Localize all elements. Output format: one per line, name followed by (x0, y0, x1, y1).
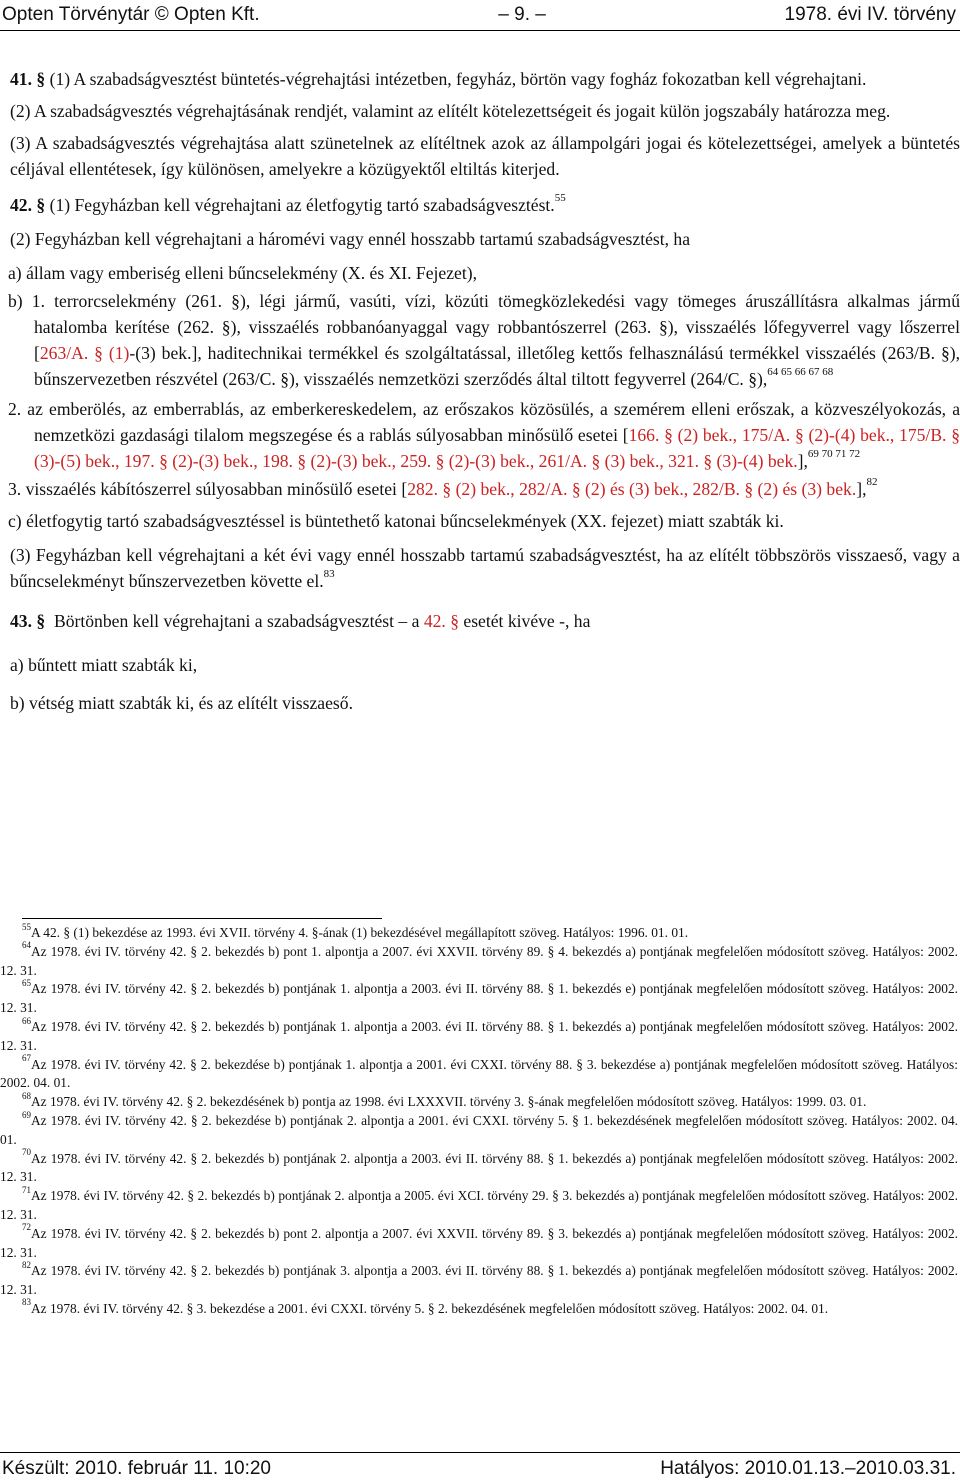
link-263a[interactable]: 263/A. § (1) (39, 343, 130, 363)
footnote-number: 82 (22, 1259, 31, 1270)
section-42-number: 42. § (10, 195, 46, 215)
section-41-number: 41. § (10, 69, 46, 89)
section-42-para-3 (0, 542, 960, 594)
section-43-point-a: a) bűntett miatt szabták ki, (10, 655, 198, 675)
footnote-71 (0, 1184, 958, 1225)
footnote-text: Az 1978. évi IV. törvény 42. § 2. bekezdés b) pont 1. alpontja a 2007. évi XXVII. törvény 89. § 4. bekezdés a) pontjának megfelelően módosított szöveg. Hatályos: 2002. 12. 31. (0, 943, 958, 978)
footnote-text: Az 1978. évi IV. törvény 42. § 3. bekezdése a 2001. évi CXXI. törvény 5. § 2. bekezdésének megfelelően módosított szöveg. Hatályos: 2002. 04. 01. (31, 1300, 829, 1316)
section-41-para-2: (2) A szabadságvesztés végrehajtásának rendjét, valamint az elítélt kötelezettségeit és jogait külön jogszabály határozza meg. (10, 101, 891, 121)
footnote-ref-83[interactable]: 83 (323, 568, 335, 581)
footnote-text: Az 1978. évi IV. törvény 42. § 2. bekezdése b) pontjának 1. alpontja a 2001. évi CXXI. törvény 88. § 3. bekezdése a) pontjának megfelelően módosított szöveg. Hatályos: 2002. 04. 01. (0, 1056, 958, 1091)
section-41-para-3: (3) A szabadságvesztés végrehajtása alatt szünetelnek az elítéltnek azok az állampolgári jogai és kötelezettségei, amelyek a büntetés céljával ellentétesek, így különösen, amelyekre a közügyektől eltiltás kiterjed. (10, 133, 960, 179)
header-rule (0, 30, 960, 31)
header-left: Opten Törvénytár © Opten Kft. (2, 4, 260, 25)
footnote-69 (0, 1109, 958, 1150)
section-41-para-1 (0, 66, 960, 92)
link-section-42[interactable]: 42. § (423, 611, 459, 631)
footnote-82 (0, 1259, 958, 1300)
footnote-ref-82[interactable]: 82 (866, 476, 878, 489)
item-2-end: ], (797, 451, 808, 471)
footnote-70 (0, 1147, 958, 1188)
section-43-text-a: Börtönben kell végrehajtani a szabadságvesztést – a (45, 611, 424, 631)
footnote-67 (0, 1053, 958, 1094)
section-42-text-3: (3) Fegyházban kell végrehajtani a két évi vagy ennél hosszabb tartamú szabadságvesztést, ha az elítélt többszörös visszaeső, vagy a bűncselekményt bűnszervezetben követte el. (10, 545, 960, 591)
item-3-text: 3. visszaélés kábítószerrel súlyosabban minősülő esetei [ (8, 479, 408, 499)
section-43-text-b: esetét kivéve -, ha (459, 611, 591, 631)
footnote-text: Az 1978. évi IV. törvény 42. § 2. bekezdés b) pontjának 1. alpontja a 2003. évi II. törvény 88. § 1. bekezdés e) pontjának megfelelően módosított szöveg. Hatályos: 2002. 12. 31. (0, 981, 958, 1016)
section-42-item-2 (0, 396, 960, 474)
footnote-text: Az 1978. évi IV. törvény 42. § 2. bekezdés b) pontjának 2. alpontja a 2003. évi II. törvény 88. § 1. bekezdés a) pontjának megfelelően módosított szöveg. Hatályos: 2002. 12. 31. (0, 1150, 958, 1185)
footnote-number: 72 (22, 1222, 31, 1233)
footnote-66 (0, 1015, 958, 1056)
footnote-separator (22, 918, 382, 919)
footnote-number: 71 (22, 1184, 31, 1195)
footnote-number: 55 (22, 921, 31, 932)
footnotes (0, 921, 958, 1319)
footnote-83 (0, 1297, 958, 1319)
document-body (0, 66, 960, 716)
footnote-text: A 42. § (1) bekezdése az 1993. évi XVII. törvény 4. §-ának (1) bekezdésével megállapított szöveg. Hatályos: 1996. 01. 01. (31, 925, 689, 940)
section-43-number: 43. § (10, 611, 46, 631)
item-3-end: ], (856, 479, 867, 499)
item-2-text: 2. az emberölés, az emberrablás, az emberkereskedelem, az erőszakos közösülés, a szemérem elleni erőszak, a közveszélyokozás, a nemzetközi gazdasági tilalom megszegése és a rablás súlyosabban minősülő esetei [ (8, 399, 960, 445)
page-footer (2, 1458, 956, 1480)
section-42-point-b (0, 288, 960, 392)
footer-rule (0, 1452, 960, 1453)
page-header (2, 4, 956, 26)
section-42-text-1: (1) Fegyházban kell végrehajtani az életfogytig tartó szabadságvesztést. (45, 195, 555, 215)
footnote-text: Az 1978. évi IV. törvény 42. § 2. bekezdés b) pontjának 2. alpontja a 2005. évi XCI. törvény 29. § 3. bekezdés a) pontjának megfelelően módosított szöveg. Hatályos: 2002. 12. 31. (0, 1188, 958, 1222)
section-42-item-3 (0, 476, 960, 502)
footnote-number: 69 (22, 1109, 31, 1120)
item-3-references[interactable]: 282. § (2) bek., 282/A. § (2) és (3) bek., 282/B. § (2) és (3) bek. (407, 479, 857, 499)
point-b-text-cont: -(3) bek.], haditechnikai termékkel és szolgáltatással, illetőleg kettős felhasználású termékkel visszaélés (263/B. §), bűnszervezetben részvétel (263/C. §), visszaélés nemzetközi szerződés által tiltott fegyverrel (264/C. §), (34, 343, 960, 389)
footnote-68 (0, 1090, 958, 1112)
section-42-point-c: c) életfogytig tartó szabadságvesztéssel is büntethető katonai bűncselekmények (XX. fejezet) miatt szabták ki. (8, 511, 784, 531)
header-page-number: – 9. – (498, 4, 546, 25)
section-42-para-2: (2) Fegyházban kell végrehajtani a háromévi vagy ennél hosszabb tartamú szabadságvesztést, ha (10, 229, 691, 249)
footnote-number: 68 (22, 1090, 31, 1101)
point-b-text: b) 1. terrorcselekmény (261. §), légi jármű, vasúti, vízi, közúti tömegközlekedési vagy tömeges áruszállításra alkalmas jármű hatalomba kerítése (262. §), visszaélés robbanóanyaggal vagy robbantószerrel (263. §), visszaélés lőfegyverrel vagy lőszerrel [ (8, 291, 960, 363)
footer-effective: Hatályos: 2010.01.13.–2010.03.31. (660, 1458, 956, 1479)
footnote-text: Az 1978. évi IV. törvény 42. § 2. bekezdése b) pontjának 2. alpontja a 2001. évi CXXI. törvény 5. § 1. bekezdésének megfelelően módosított szöveg. Hatályos: 2002. 04. 01. (0, 1112, 958, 1147)
header-right: 1978. évi IV. törvény (784, 4, 956, 25)
footnote-refs-64-68[interactable]: 64 65 66 67 68 (767, 366, 834, 379)
footnote-number: 64 (22, 940, 31, 951)
section-43-point-b: b) vétség miatt szabták ki, és az elítélt visszaeső. (10, 693, 353, 713)
section-41-text-1: (1) A szabadságvesztést büntetés-végrehajtási intézetben, fegyház, börtön vagy fogház fokozatban kell végrehajtani. (45, 69, 867, 89)
section-42-point-a: a) állam vagy emberiség elleni bűncselekmény (X. és XI. Fejezet), (8, 263, 477, 283)
footnote-text: Az 1978. évi IV. törvény 42. § 2. bekezdés b) pont 2. alpontja a 2007. évi XXVII. törvény 89. § 3. bekezdés a) pontjának megfelelően módosított szöveg. Hatályos: 2002. 12. 31. (0, 1225, 958, 1260)
footer-created: Készült: 2010. február 11. 10:20 (2, 1458, 271, 1479)
footnote-number: 65 (22, 977, 31, 988)
footnote-64 (0, 940, 958, 981)
item-2-references[interactable]: 166. § (2) bek., 175/A. § (2)-(4) bek., 175/B. § (3)-(5) bek., 197. § (2)-(3) bek., 198. § (2)-(3) bek., 259. § (2)-(3) bek., 261/A. § (3) bek., 321. § (3)-(4) bek. (34, 425, 960, 471)
section-43-para-1 (0, 608, 960, 634)
footnote-number: 67 (22, 1053, 31, 1064)
footnote-72 (0, 1222, 958, 1263)
footnote-refs-69-72[interactable]: 69 70 71 72 (807, 448, 861, 461)
footnote-text: Az 1978. évi IV. törvény 42. § 2. bekezdésének b) pontja az 1998. évi LXXXVII. törvény 3. §-ának megfelelően módosított szöveg. Hatályos: 1999. 03. 01. (31, 1094, 867, 1110)
footnote-number: 70 (22, 1147, 31, 1158)
footnote-number: 66 (22, 1015, 31, 1026)
footnote-65 (0, 977, 958, 1018)
footnote-ref-55[interactable]: 55 (554, 192, 566, 205)
section-42-para-1 (0, 192, 960, 218)
footnote-number: 83 (22, 1297, 31, 1308)
footnote-55 (0, 921, 958, 943)
footnote-text: Az 1978. évi IV. törvény 42. § 2. bekezdés b) pontjának 3. alpontja a 2003. évi II. törvény 88. § 1. bekezdés a) pontjának megfelelően módosított szöveg. Hatályos: 2002. 12. 31. (0, 1263, 958, 1298)
footnote-text: Az 1978. évi IV. törvény 42. § 2. bekezdés b) pontjának 1. alpontja a 2003. évi II. törvény 88. § 1. bekezdés a) pontjának megfelelően módosított szöveg. Hatályos: 2002. 12. 31. (0, 1018, 958, 1053)
